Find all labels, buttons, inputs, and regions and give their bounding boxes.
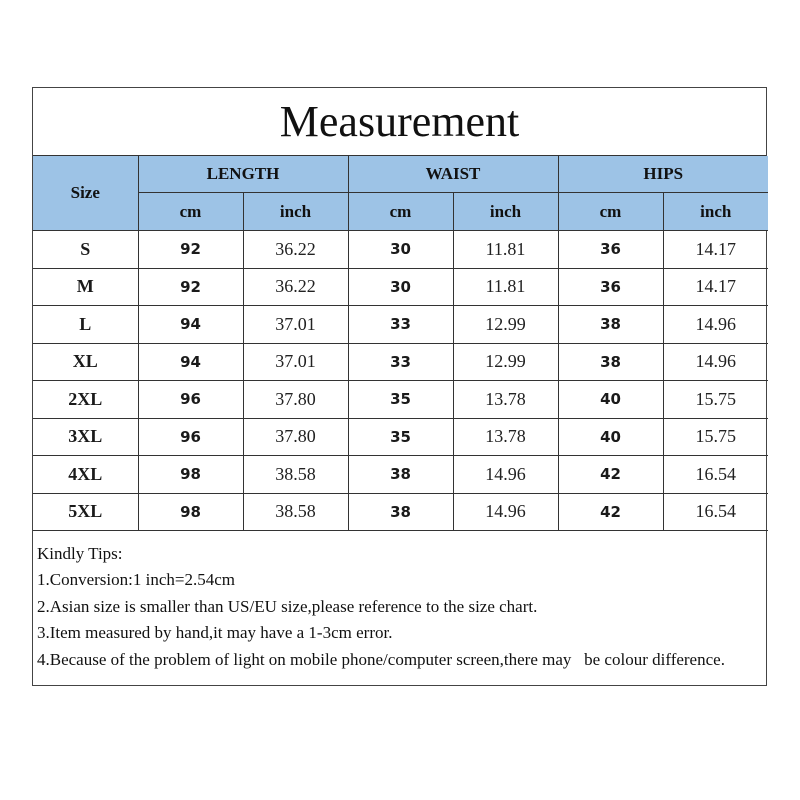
waist-cm-header: cm bbox=[348, 193, 453, 231]
hips-inch-header: inch bbox=[663, 193, 768, 231]
header-group-row bbox=[33, 156, 768, 193]
waist-cm-cell: 38 bbox=[348, 456, 453, 494]
table-row bbox=[33, 306, 768, 344]
length-inch-cell: 36.22 bbox=[243, 268, 348, 306]
waist-cm-cell: 30 bbox=[348, 231, 453, 269]
chart-title: Measurement bbox=[33, 88, 766, 156]
length-inch-cell: 37.80 bbox=[243, 381, 348, 419]
hips-cm-cell: 42 bbox=[558, 493, 663, 531]
waist-inch-cell: 12.99 bbox=[453, 343, 558, 381]
waist-inch-cell: 14.96 bbox=[453, 456, 558, 494]
table-row bbox=[33, 493, 768, 531]
waist-header: WAIST bbox=[348, 156, 558, 193]
hips-cm-cell: 36 bbox=[558, 231, 663, 269]
waist-cm-cell: 35 bbox=[348, 381, 453, 419]
size-cell: 4XL bbox=[33, 456, 138, 494]
length-cm-header: cm bbox=[138, 193, 243, 231]
length-inch-cell: 36.22 bbox=[243, 231, 348, 269]
kindly-tips bbox=[33, 530, 766, 686]
size-cell: M bbox=[33, 268, 138, 306]
length-inch-cell: 37.80 bbox=[243, 418, 348, 456]
hips-inch-cell: 14.17 bbox=[663, 268, 768, 306]
length-cm-cell: 92 bbox=[138, 268, 243, 306]
length-cm-cell: 94 bbox=[138, 343, 243, 381]
waist-inch-cell: 14.96 bbox=[453, 493, 558, 531]
length-inch-cell: 37.01 bbox=[243, 306, 348, 344]
tips-heading: Kindly Tips: bbox=[37, 543, 123, 563]
waist-inch-cell: 13.78 bbox=[453, 381, 558, 419]
hips-cm-header: cm bbox=[558, 193, 663, 231]
hips-inch-cell: 14.17 bbox=[663, 231, 768, 269]
hips-cm-cell: 36 bbox=[558, 268, 663, 306]
size-table bbox=[33, 156, 768, 531]
length-cm-cell: 98 bbox=[138, 456, 243, 494]
waist-cm-cell: 35 bbox=[348, 418, 453, 456]
length-header: LENGTH bbox=[138, 156, 348, 193]
hips-cm-cell: 38 bbox=[558, 343, 663, 381]
table-row bbox=[33, 456, 768, 494]
length-cm-cell: 98 bbox=[138, 493, 243, 531]
size-cell: 5XL bbox=[33, 493, 138, 531]
size-cell: XL bbox=[33, 343, 138, 381]
size-header: Size bbox=[33, 156, 138, 231]
table-row bbox=[33, 343, 768, 381]
hips-inch-cell: 15.75 bbox=[663, 381, 768, 419]
waist-inch-cell: 11.81 bbox=[453, 268, 558, 306]
length-cm-cell: 94 bbox=[138, 306, 243, 344]
table-row bbox=[33, 231, 768, 269]
table-row bbox=[33, 268, 768, 306]
hips-cm-cell: 40 bbox=[558, 381, 663, 419]
length-cm-cell: 96 bbox=[138, 381, 243, 419]
tip-item: 2.Asian size is smaller than US/EU size,please reference to the size chart. bbox=[37, 596, 538, 616]
size-cell: 2XL bbox=[33, 381, 138, 419]
hips-header: HIPS bbox=[558, 156, 768, 193]
size-cell: L bbox=[33, 306, 138, 344]
tip-item: 1.Conversion:1 inch=2.54cm bbox=[37, 570, 235, 589]
size-chart bbox=[32, 87, 767, 686]
waist-inch-cell: 12.99 bbox=[453, 306, 558, 344]
tip-item: 4.Because of the problem of light on mobile phone/computer screen,there may be colour difference. bbox=[37, 649, 725, 669]
size-cell: S bbox=[33, 231, 138, 269]
length-inch-cell: 38.58 bbox=[243, 493, 348, 531]
length-cm-cell: 92 bbox=[138, 231, 243, 269]
hips-inch-cell: 15.75 bbox=[663, 418, 768, 456]
hips-cm-cell: 38 bbox=[558, 306, 663, 344]
hips-inch-cell: 16.54 bbox=[663, 493, 768, 531]
hips-inch-cell: 16.54 bbox=[663, 456, 768, 494]
waist-inch-cell: 13.78 bbox=[453, 418, 558, 456]
table-row bbox=[33, 418, 768, 456]
hips-inch-cell: 14.96 bbox=[663, 343, 768, 381]
table-row bbox=[33, 381, 768, 419]
length-inch-header: inch bbox=[243, 193, 348, 231]
length-inch-cell: 37.01 bbox=[243, 343, 348, 381]
hips-inch-cell: 14.96 bbox=[663, 306, 768, 344]
waist-cm-cell: 30 bbox=[348, 268, 453, 306]
waist-cm-cell: 33 bbox=[348, 343, 453, 381]
waist-inch-cell: 11.81 bbox=[453, 231, 558, 269]
header-unit-row bbox=[33, 193, 768, 231]
hips-cm-cell: 42 bbox=[558, 456, 663, 494]
waist-cm-cell: 33 bbox=[348, 306, 453, 344]
size-cell: 3XL bbox=[33, 418, 138, 456]
length-inch-cell: 38.58 bbox=[243, 456, 348, 494]
hips-cm-cell: 40 bbox=[558, 418, 663, 456]
tip-item: 3.Item measured by hand,it may have a 1-3cm error. bbox=[37, 623, 393, 642]
waist-cm-cell: 38 bbox=[348, 493, 453, 531]
length-cm-cell: 96 bbox=[138, 418, 243, 456]
waist-inch-header: inch bbox=[453, 193, 558, 231]
